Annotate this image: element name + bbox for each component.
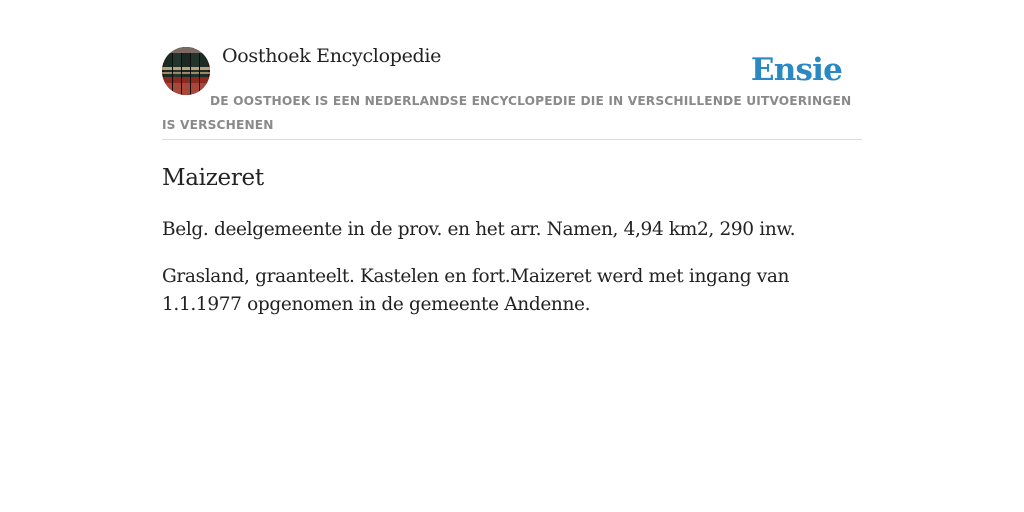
ensie-logo-link[interactable]: Ensie	[750, 52, 842, 88]
publication-name-link[interactable]: Oosthoek Encyclopedie	[222, 45, 442, 67]
article-title: Maizeret	[162, 165, 264, 191]
publication-avatar[interactable]	[162, 47, 210, 95]
encyclopedia-books-icon	[162, 47, 210, 95]
page-container	[162, 0, 862, 315]
publication-header	[162, 0, 862, 140]
article-paragraph: Belg. deelgemeente in de prov. en het arr. Namen, 4,94 km2, 290 inw.	[162, 219, 796, 240]
publication-tagline: DE OOSTHOEK IS EEN NEDERLANDSE ENCYCLOPEDIE DIE IN VERSCHILLENDE UITVOERINGEN IS VERSCHENEN	[162, 94, 852, 132]
article-paragraph: Grasland, graanteelt. Kastelen en fort.Maizeret werd met ingang van 1.1.1977 opgenomen in de gemeente Andenne.	[162, 266, 790, 315]
